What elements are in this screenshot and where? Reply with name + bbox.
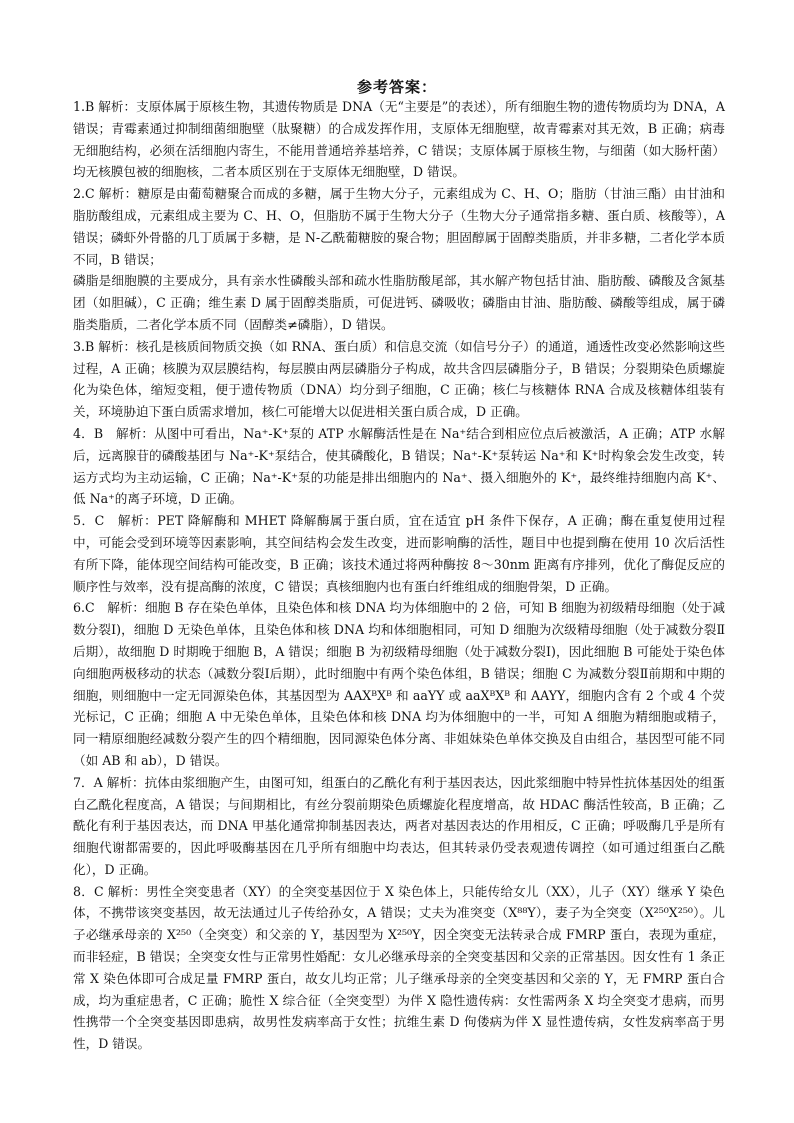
answer-text: 糖原是由葡萄糖聚合而成的多糖，属于生物大分子，元素组成为 C、H、O；脂肪（甘油三酯）由甘油和脂肪酸组成，元素组成主要为 C、H、O，但脂肪不属于生物大分子（生物大分子通常指多糖、蛋白质、核酸等），A 错误；磷虾外骨骼的几丁质属于多糖，是 N-乙酰葡糖胺的聚合物；胆固醇属于固醇类脂质，并非多糖，二者化学本质不同，B 错误； (73, 186, 726, 267)
answer-text: 细胞 B 存在染色单体，且染色体和核 DNA 均为体细胞中的 2 倍，可知 B 细胞为初级精母细胞（处于减数分裂Ⅰ)，细胞 D 无染色单体，且染色体和核 DNA 均和体细胞相同，可知 D 细胞为次级精母细胞（处于减数分裂Ⅱ后期），故细胞 D 时期晚于细胞 B，A 错误；细胞 B 为初级精母细胞（处于减数分裂Ⅰ)，因此细胞 B 可能处于染色体向细胞两极移动的状态（减数分裂Ⅰ后期），此时细胞中有两个染色体组，B 错误；细胞 C 为减数分裂Ⅱ前期和中期的细胞，则细胞中一定无同源染色体，其基因型为 AAXᴮXᴮ 和 aaYY 或 aaXᴮXᴮ 和 AAYY，细胞内含有 2 个或 4 个荧光标记，C 正确；细胞 A 中无染色单体，且染色体和核 DNA 均为体细胞中的一半，可知 A 细胞为精细胞或精子，同一精原细胞经减数分裂产生的四个精细胞，因同源染色体分离、非姐妹染色单体交换及自由组合，基因型可能不同（如 AB 和 ab），D 错误。 (73, 600, 725, 768)
answer-text: 磷脂是细胞膜的主要成分，具有亲水性磷酸头部和疏水性脂肪酸尾部，其水解产物包括甘油、脂肪酸、磷酸及含氮基团（如胆碱），C 正确；维生素 D 属于固醇类脂质，可促进钙、磷吸收；磷脂由甘油、脂肪酸、磷酸等组成，属于磷脂类脂质，二者化学本质不同（固醇类≠磷脂），D 错误。 (73, 273, 725, 332)
answer-label: 5．C 解析： (73, 513, 158, 529)
answer-4 (73, 423, 725, 510)
answer-text: 男性全突变患者（XY）的全突变基因位于 X 染色体上，只能传给女儿（XX），儿子（XY）继承 Y 染色体，不携带该突变基因，故无法通过儿子传给孙女，A 错误；丈夫为准突变（X⁸⁸Y），妻子为全突变（X²⁵⁰X²⁵⁰）。儿子必继承母亲的 X²⁵⁰（全突变）和父亲的 Y，基因型为 X²⁵⁰Y，因全突变无法转录合成 FMRP 蛋白，表现为重症，而非轻症，B 错误；全突变女性与正常男性婚配：女儿必继承母亲的全突变基因和父亲的正常基因。因女性有 1 条正常 X 染色体即可合成足量 FMRP 蛋白，故女儿均正常；儿子继承母亲的全突变基因和父亲的 Y，无 FMRP 蛋白合成，均为重症患者，C 正确；脆性 X 综合征（全突变型）为伴 X 隐性遗传病：女性需两条 X 均全突变才患病，而男性携带一个全突变基因即患病，故男性发病率高于女性；抗维生素 D 佝偻病为伴 X 显性遗传病，女性发病率高于男性，D 错误。 (73, 883, 725, 1052)
answer-label: 4．B 解析： (73, 425, 155, 441)
answer-label: 6.C 解析： (73, 600, 146, 616)
answer-text: PET 降解酶和 MHET 降解酶属于蛋白质，宜在适宜 pH 条件下保存，A 正确；酶在重复使用过程中，可能会受到环境等因素影响，其空间结构会发生改变，进而影响酶的活性，题目中也提到酶在使用 10 次后活性有所下降，能体现空间结构可能改变，B 正确；该技术通过将两种酶按 8～30nm 距离有序排列，优化了酶促反应的顺序性与效率，没有提高酶的浓度，C 错误；真核细胞内也有蛋白纤维组成的细胞骨架，D 正确。 (73, 513, 725, 594)
answer-3 (73, 336, 725, 423)
answer-label: 3.B 解析： (73, 338, 137, 354)
answer-8 (73, 881, 725, 1055)
answer-label: 2.C 解析： (73, 186, 138, 202)
answer-1 (73, 96, 725, 183)
answer-7 (73, 772, 725, 881)
answer-text: 核孔是核质间物质交换（如 RNA、蛋白质）和信息交流（如信号分子）的通道，通透性改变必然影响这些过程，A 正确；核膜为双层膜结构，每层膜由两层磷脂分子构成，故共含四层磷脂分子，B 错误；分裂期染色质螺旋化为染色体，缩短变粗，便于遗传物质（DNA）均分到子细胞，C 正确；核仁与核糖体 RNA 合成及核糖体组装有关，环境胁迫下蛋白质需求增加，核仁可能增大以促进相关蛋白质合成，D 正确。 (73, 338, 725, 420)
answer-label: 8．C 解析： (73, 883, 147, 899)
answer-2 (73, 183, 725, 270)
answer-text: 从图中可看出，Na⁺-K⁺泵的 ATP 水解酶活性是在 Na⁺结合到相应位点后被激活，A 正确；ATP 水解后，远离腺苷的磷酸基团与 Na⁺-K⁺泵结合，使其磷酸化，B 错误；Na⁺-K⁺泵转运 Na⁺和 K⁺时构象会发生改变，转运方式均为主动运输，C 正确；Na⁺-K⁺泵的功能是排出细胞内的 Na⁺、摄入细胞外的 K⁺，最终维持细胞内高 K⁺、低 Na⁺的离子环境，D 正确。 (73, 425, 725, 507)
answer-text: 支原体属于原核生物，其遗传物质是 DNA（无“主要是”的表述），所有细胞生物的遗传物质均为 DNA，A 错误；青霉素通过抑制细菌细胞壁（肽聚糖）的合成发挥作用，支原体无细胞壁，故青霉素对其无效，B 正确；病毒无细胞结构，必须在活细胞内寄生，不能用普通培养基培养，C 错误；支原体属于原核生物，与细菌（如大肠杆菌）均无核膜包被的细胞核，二者本质区别在于支原体无细胞壁，D 错误。 (73, 99, 725, 180)
answer-5 (73, 510, 725, 597)
answer-label: 7．A 解析： (73, 774, 145, 790)
page-title: 参考答案： (356, 78, 437, 96)
answer-text: 抗体由浆细胞产生，由图可知，组蛋白的乙酰化有利于基因表达，因此浆细胞中特异性抗体基因处的组蛋白乙酰化程度高，A 错误；与间期相比，有丝分裂前期染色质螺旋化程度增高，故 HDAC 酶活性较高，B 正确；乙酰化有利于基因表达，而 DNA 甲基化通常抑制基因表达，两者对基因表达的作用相反，C 正确；呼吸酶几乎是所有细胞代谢都需要的，因此呼吸酶基因在几乎所有细胞中均表达，但其转录仍受表观遗传调控（如可通过组蛋白乙酰化），D 正确。 (73, 774, 726, 877)
answer-2-continued (73, 270, 725, 335)
answer-list (73, 96, 725, 1055)
answer-label: 1.B 解析： (73, 99, 137, 114)
answer-6 (73, 597, 725, 771)
